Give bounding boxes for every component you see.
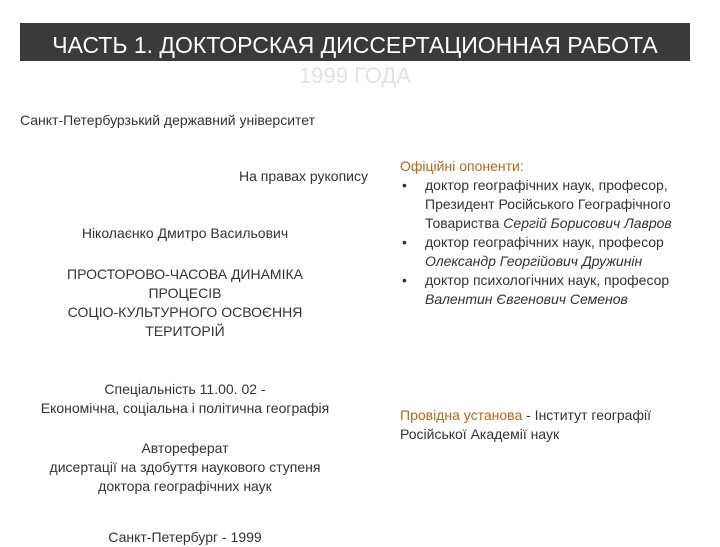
bullet-icon: • (402, 272, 407, 288)
slide-title-year: 1999 ГОДА (299, 63, 411, 88)
specialty-line2: Економічна, соціальна і політична географія (40, 400, 330, 416)
dissertation-topic-line4: ТЕРИТОРІЙ (145, 323, 225, 339)
opponent-name: Олександр Георгійович Дружинін (425, 253, 643, 269)
dissertation-topic-line2: ПРОЦЕСІВ (148, 285, 222, 301)
title-bar (20, 23, 690, 61)
lead-institution-heading: Провідна установа (400, 407, 523, 423)
author-name: Ніколаєнко Дмитро Васильович (81, 225, 289, 241)
opponent-credentials: доктор географічних наук, професор (425, 234, 664, 250)
opponents-heading: Офіційні опоненти: (400, 158, 524, 174)
bullet-icon: • (402, 177, 407, 193)
specialty-line1: Спеціальність 11.00. 02 - (104, 381, 266, 397)
lead-institution-text: - Інститут географії Російської Академії наук (400, 407, 651, 442)
manuscript-note: На правах рукопису (239, 168, 368, 184)
abstract-line2: дисертації на здобуття наукового ступеня (49, 459, 321, 475)
opponent-name: Валентин Євгенович Семенов (425, 291, 628, 307)
place-year-footer: Санкт-Петербург - 1999 (108, 529, 262, 545)
list-item (400, 176, 700, 233)
university-name: Санкт-Петербурзький державний університет (20, 112, 315, 128)
opponents-list (400, 176, 700, 309)
lead-institution (400, 406, 700, 444)
opponent-credentials: доктор психологічних наук, професор (425, 272, 670, 288)
slide-title: ЧАСТЬ 1. ДОКТОРСКАЯ ДИССЕРТАЦИОННАЯ РАБОТА (52, 32, 658, 58)
list-item (400, 233, 700, 271)
abstract-line3: доктора географічних наук (98, 478, 272, 494)
opponent-name: Сергій Борисович Лавров (503, 215, 672, 231)
list-item (400, 271, 700, 309)
bullet-icon: • (402, 234, 407, 250)
opponent-credentials: доктор географічних наук, професор, Президент Російського Географічного Товариства (425, 177, 671, 231)
dissertation-topic-line1: ПРОСТОРОВО-ЧАСОВА ДИНАМІКА (67, 266, 303, 282)
dissertation-topic-line3: СОЦІО-КУЛЬТУРНОГО ОСВОЄННЯ (67, 304, 303, 320)
abstract-line1: Автореферат (141, 440, 229, 456)
